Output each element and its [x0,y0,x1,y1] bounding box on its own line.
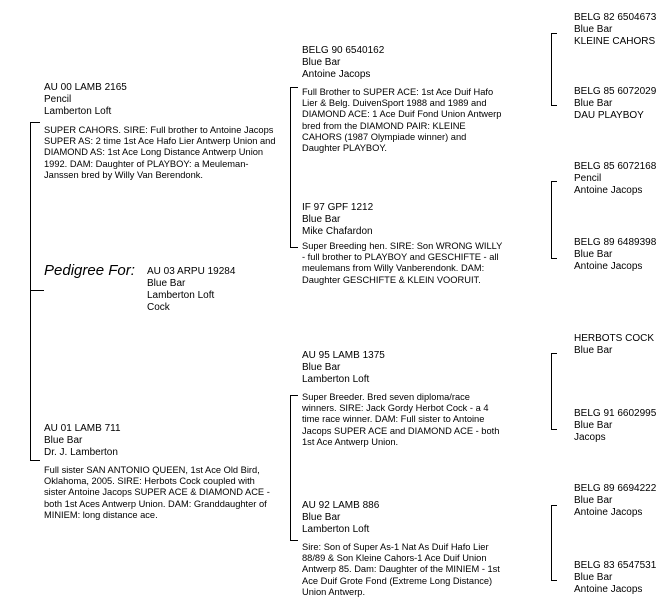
ggp-detail: DAU PLAYBOY [574,110,644,121]
subject-ring: AU 03 ARPU 19284 [147,266,236,277]
ggp-ring: BELG 85 6072168 [574,161,657,172]
bracket-line [290,247,298,248]
bracket-line [290,87,298,88]
great-grandparent-7 [574,483,656,519]
ggp-detail: Antoine Jacops [574,185,643,196]
ggp-ring: BELG 85 6072029 [574,86,657,97]
great-grandparent-1 [574,12,656,48]
ggp-color: Blue Bar [574,572,613,583]
bracket-line [551,353,557,354]
dam-dam-block [302,500,379,536]
bracket-line [290,395,298,396]
dam-dam-owner: Lamberton Loft [302,524,370,535]
sire-ring: AU 00 LAMB 2165 [44,82,127,93]
dam-ring: AU 01 LAMB 711 [44,423,121,434]
bracket-line [551,505,557,506]
bracket-line [551,105,557,106]
dam-sire-block [302,350,385,386]
bracket-line [551,580,557,581]
dam-dam-notes: Sire: Son of Super As-1 Nat As Duif Hafo Lier 88/89 & Son Kleine Cahors-1 Ace Duif Union Antwerp 85. Dam: Daughter of the MINIEM - 1st Ace Duif Grote Fond (Extreme Long Distance) Union Antwerp. [302,542,500,597]
sire-dam-notes: Super Breeding hen. SIRE: Son WRONG WILLY - full brother to PLAYBOY and GESCHIFTE - all meulemans from Willy Vanberendonk. DAM: Daughter GESCHIFTE & KLEIN VOORUIT. [302,241,503,285]
great-grandparent-2 [574,86,656,122]
ggp-ring: BELG 82 6504673 [574,12,657,23]
ggp-detail: Jacops [574,432,606,443]
dam-sire-color: Blue Bar [302,362,341,373]
bracket-line [30,290,44,291]
bracket-line [551,33,557,34]
subject-bird [147,266,235,314]
ggp-color: Pencil [574,173,602,184]
ggp-detail: Antoine Jacops [574,507,643,518]
sire-sire-block [302,45,384,81]
ggp-ring: BELG 91 6602995 [574,408,657,419]
ggp-color: Blue Bar [574,249,613,260]
dam-owner: Dr. J. Lamberton [44,447,118,458]
sire-dam-ring: IF 97 GPF 1212 [302,202,374,213]
bracket-line [551,181,552,258]
bracket-line [30,460,40,461]
sire-dam-owner: Mike Chafardon [302,226,373,237]
sire-sire-owner: Antoine Jacops [302,69,371,80]
sire-dam-block [302,202,373,238]
dam-color: Blue Bar [44,435,83,446]
sire-notes: SUPER CAHORS. SIRE: Full brother to Antoine Jacops SUPER AS: 2 time 1st Ace Hafo Lier Antwerp Union and DIAMOND AS: 1st Ace Long Distance Antwerp Union 1992. DAM: Daughter of PLAYBOY: a Meuleman-Janssen bred by Willy Van Berendonk. [44,125,276,180]
dam-sire-ring: AU 95 LAMB 1375 [302,350,385,361]
bracket-line [290,395,291,540]
sire-color: Pencil [44,94,72,105]
sire-sire-color: Blue Bar [302,57,341,68]
sire-sire-notes: Full Brother to SUPER ACE: 1st Ace Duif Hafo Lier & Belg. DuivenSport 1988 and 1989 and DIAMOND ACE: 1 Ace Duif Fond Union Antwerp bred from the DIAMOND PAIR: KLEINE CAHORS (1987 Olympiade winner) and Daughter PLAYBOY. [302,87,502,154]
ggp-color: Blue Bar [574,345,613,356]
bracket-line [551,429,557,430]
great-grandparent-3 [574,161,656,197]
bracket-line [551,258,557,259]
dam-notes: Full sister SAN ANTONIO QUEEN, 1st Ace Old Bird, Oklahoma, 2005. SIRE: Herbots Cock coupled with sister Antoine Jacops SUPER ACE & DIAMOND ACE - both 1st Aces Antwerp Union. DAM: Granddaughter of MINIEM: long distance ace. [44,465,270,520]
bracket-line [30,122,40,123]
ggp-detail: Antoine Jacops [574,261,643,272]
ggp-ring: BELG 89 6489398 [574,237,657,248]
subject-owner: Lamberton Loft [147,290,215,301]
sire-owner: Lamberton Loft [44,106,112,117]
pedigree-for-label: Pedigree For: [44,262,135,279]
ggp-color: Blue Bar [574,98,613,109]
bracket-line [551,353,552,429]
sire-sire-ring: BELG 90 6540162 [302,45,385,56]
dam-sire-notes: Super Breeder. Bred seven diploma/race winners. SIRE: Jack Gordy Herbot Cock - a 4 time race winner. DAM: Full sister to Antoine Jacops SUPER ACE and DIAMOND ACE - both 1st Ace Antwerp Union. [302,392,500,447]
sire-dam-color: Blue Bar [302,214,341,225]
subject-color: Blue Bar [147,278,186,289]
ggp-color: Blue Bar [574,495,613,506]
ggp-detail: Antoine Jacops [574,584,643,595]
ggp-detail: KLEINE CAHORS [574,36,656,47]
dam-dam-ring: AU 92 LAMB 886 [302,500,380,511]
great-grandparent-6 [574,408,656,444]
dam-sire-owner: Lamberton Loft [302,374,370,385]
ggp-color: Blue Bar [574,24,613,35]
bracket-line [290,87,291,247]
great-grandparent-5 [574,333,654,357]
bracket-line [30,122,31,460]
ggp-color: Blue Bar [574,420,613,431]
bracket-line [551,33,552,105]
great-grandparent-8 [574,560,656,596]
bracket-line [551,505,552,580]
bracket-line [551,181,557,182]
dam-block [44,423,121,459]
great-grandparent-4 [574,237,656,273]
ggp-ring: HERBOTS COCK [574,333,655,344]
dam-dam-color: Blue Bar [302,512,341,523]
bracket-line [290,540,298,541]
subject-sex: Cock [147,302,170,313]
sire-block [44,82,127,118]
ggp-ring: BELG 83 6547531 [574,560,657,571]
ggp-ring: BELG 89 6694222 [574,483,657,494]
